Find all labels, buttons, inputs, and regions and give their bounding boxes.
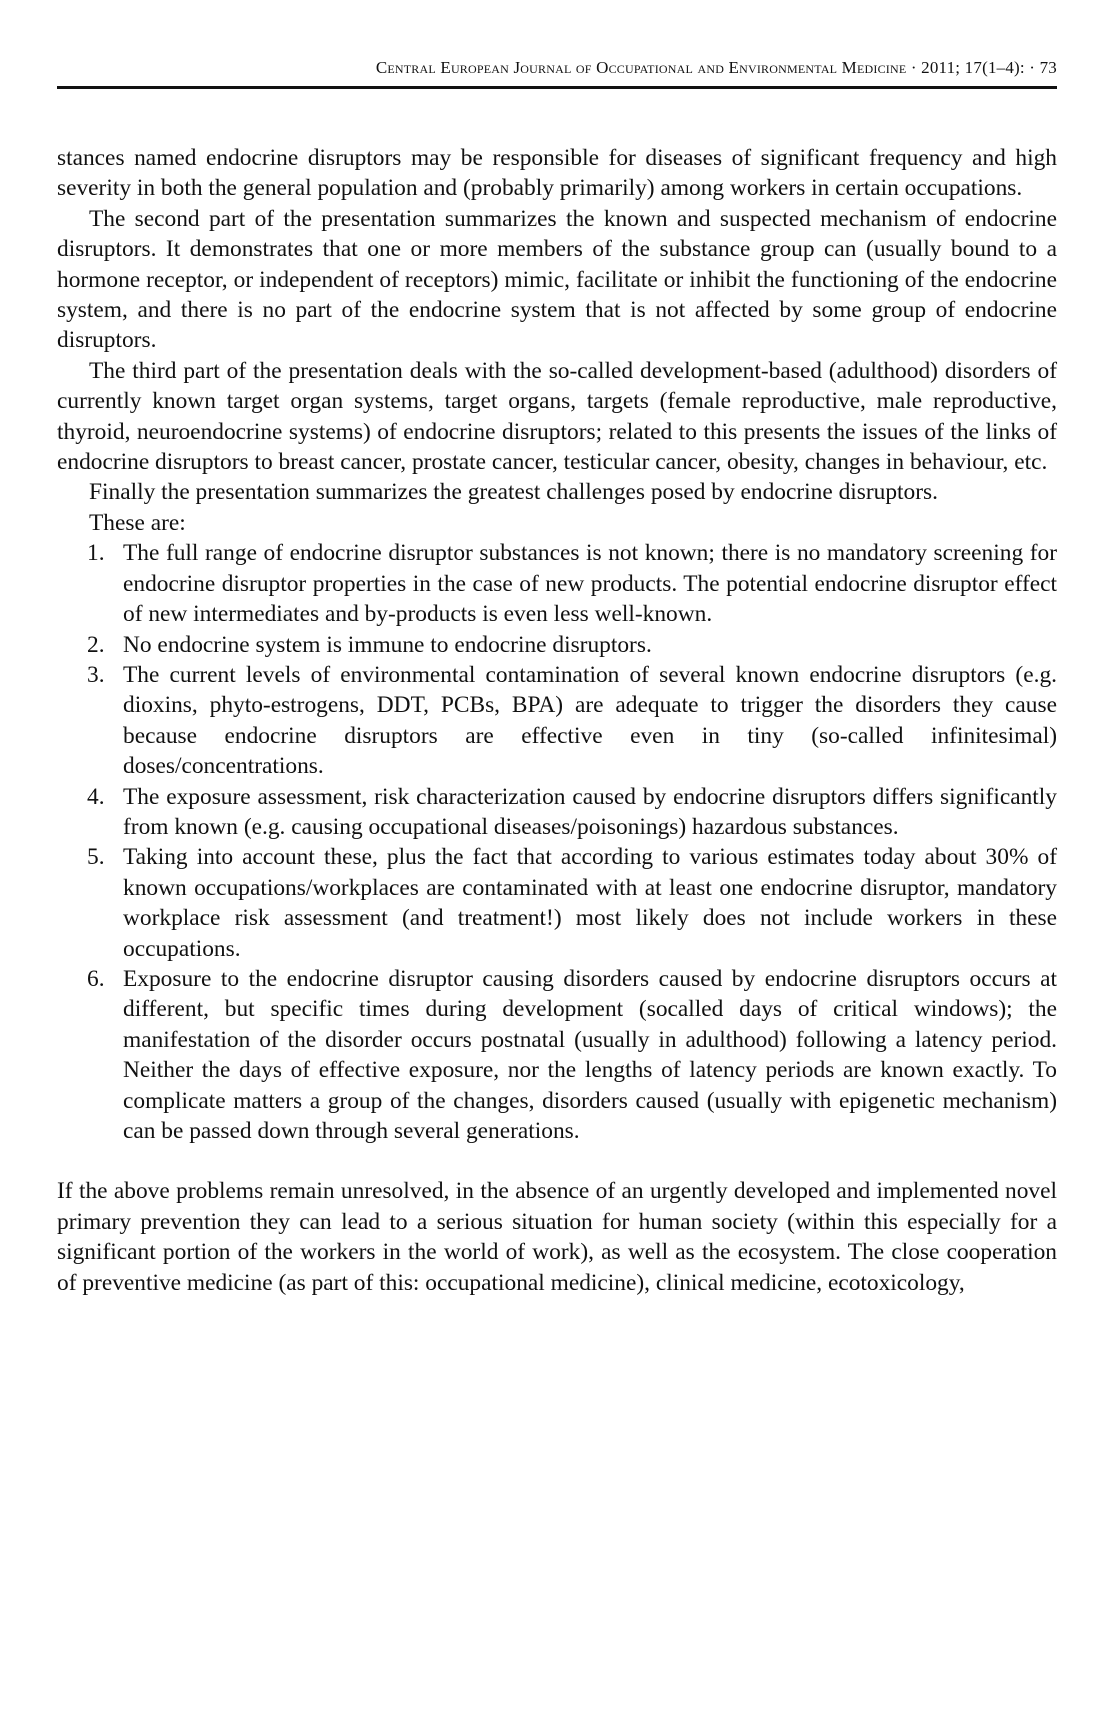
- paragraph-these-are: These are:: [89, 509, 186, 536]
- list-number: 1.: [87, 540, 105, 567]
- list-number: 4.: [87, 783, 105, 810]
- list-number: 2.: [87, 631, 105, 658]
- list-text: The full range of endocrine disruptor substances is not known; there is no mandatory screening for endocrine disruptor properties in the case of new products. The potential endocrine disruptor effect of new intermediates and by-products is even less well-known.: [123, 540, 1057, 628]
- running-header: [57, 58, 1057, 78]
- list-item: [87, 660, 1057, 782]
- paragraph-mechanism: The second part of the presentation summarizes the known and suspected mechanism of endocrine disruptors. It demonstrates that one or more members of the substance group can (usually bound to a hormone receptor, or independent of receptors) mimic, facilitate or inhibit the functioning of the endocrine system, and there is no part of the endocrine system that is not affected by some group of endocrine disruptors.: [57, 205, 1057, 354]
- challenges-list: [57, 538, 1057, 1146]
- paragraph-continued: stances named endocrine disruptors may be responsible for diseases of significant frequency and high severity in both the general population and (probably primarily) among workers in certain occupations.: [57, 145, 1057, 202]
- list-text: Taking into account these, plus the fact that according to various estimates today about 30% of known occupations/workplaces are contaminated with at least one endocrine disruptor, mandatory workplace risk assessment (and treatment!) most likely does not include workers in these occupations.: [123, 844, 1057, 962]
- list-text: The exposure assessment, risk characterization caused by endocrine disruptors differs significantly from known (e.g. causing occupational diseases/poisonings) hazardous substances.: [123, 783, 1057, 840]
- list-text: Exposure to the endocrine disruptor causing disorders caused by endocrine disruptors occurs at different, but specific times during development (socalled days of critical windows); the manifestation of the disorder occurs postnatal (usually in adulthood) following a latency period. Neither the days of effective exposure, nor the lengths of latency periods are known exactly. To complicate matters a group of the changes, disorders caused (usually with epigenetic mechanism) can be passed down through several generations.: [123, 965, 1057, 1144]
- list-item: [87, 964, 1057, 1146]
- list-item: [87, 630, 1057, 660]
- citation: · 2011; 17(1–4): · 73: [910, 58, 1057, 77]
- spacer: [57, 1146, 1057, 1176]
- list-item: [87, 842, 1057, 964]
- list-number: 5.: [87, 844, 105, 871]
- paragraph-disorders: The third part of the presentation deals with the so-called development-based (adulthood) disorders of currently known target organ systems, target organs, targets (female reproductive, male reproductive, thyroid, neuroendocrine systems) of endocrine disruptors; related to this presents the issues of the links of endocrine disruptors to breast cancer, prostate cancer, testicular cancer, obesity, changes in behaviour, etc.: [57, 357, 1057, 476]
- body-text: [57, 143, 1057, 1298]
- paragraph-challenges-intro: Finally the presentation summarizes the greatest challenges posed by endocrine disruptors.: [89, 479, 938, 506]
- journal-title: Central European Journal of Occupational and Environmental Medicine: [375, 58, 907, 77]
- list-item: [87, 782, 1057, 843]
- list-number: 6.: [87, 965, 105, 992]
- paragraph-closing: If the above problems remain unresolved, in the absence of an urgently developed and implemented novel primary prevention they can lead to a serious situation for human society (within this especially for a significant portion of the workers in the world of work), as well as the ecosystem. The close cooperation of preventive medicine (as part of this: occupational medicine), clinical medicine, ecotoxicology,: [57, 1178, 1057, 1296]
- list-item: [87, 538, 1057, 629]
- list-text: No endocrine system is immune to endocrine disruptors.: [123, 631, 652, 658]
- list-text: The current levels of environmental contamination of several known endocrine disruptors (e.g. dioxins, phyto-estrogens, DDT, PCBs, BPA) are adequate to trigger the disorders they cause because endocrine disruptors are effective even in tiny (so-called infinitesimal) doses/concentrations.: [123, 661, 1057, 780]
- header-rule: [57, 86, 1057, 89]
- list-number: 3.: [87, 661, 105, 688]
